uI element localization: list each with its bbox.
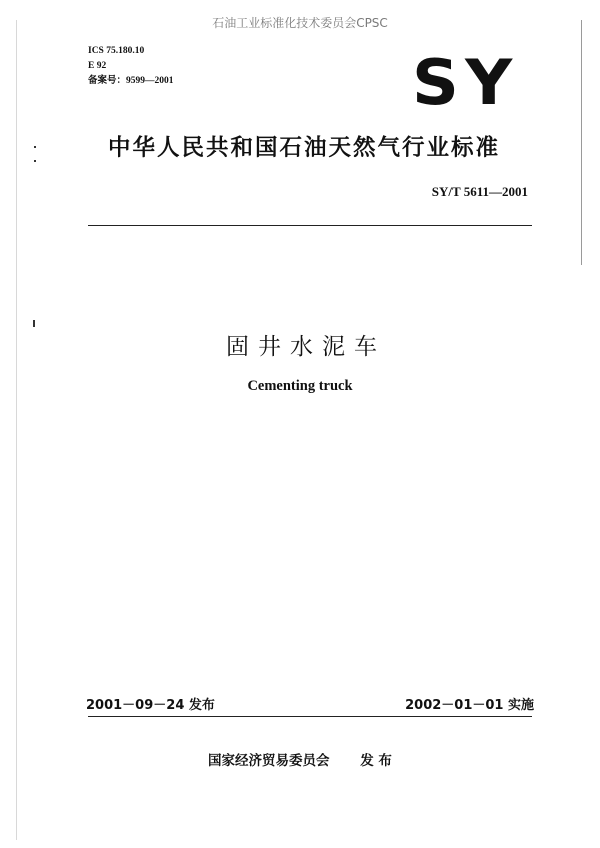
issuer xyxy=(208,749,392,769)
sy-logo: SY xyxy=(412,46,519,119)
standard-number: SY/T 5611—2001 xyxy=(431,184,528,199)
issue-date: 2001－09－24 发布 xyxy=(86,698,215,713)
document-title-cn: 固井水泥车 xyxy=(226,334,386,360)
record-number: 备案号：9599—2001 xyxy=(88,76,174,86)
classification-codes xyxy=(88,44,174,89)
watermark: 石油工业标准化技术委员会CPSC xyxy=(212,16,388,30)
scan-speck xyxy=(33,320,35,327)
top-divider xyxy=(88,225,532,226)
standard-title: 中华人民共和国石油天然气行业标准 xyxy=(107,135,500,161)
issuer-action: 发 布 xyxy=(360,753,392,769)
bottom-divider xyxy=(88,716,532,717)
category-code: E 92 xyxy=(88,61,107,71)
document-title-en: Cementing truck xyxy=(247,378,353,394)
issuer-organization: 国家经济贸易委员会 xyxy=(208,753,330,769)
implementation-date: 2002－01－01 实施 xyxy=(405,698,534,713)
ics-code: ICS 75.180.10 xyxy=(88,46,145,56)
